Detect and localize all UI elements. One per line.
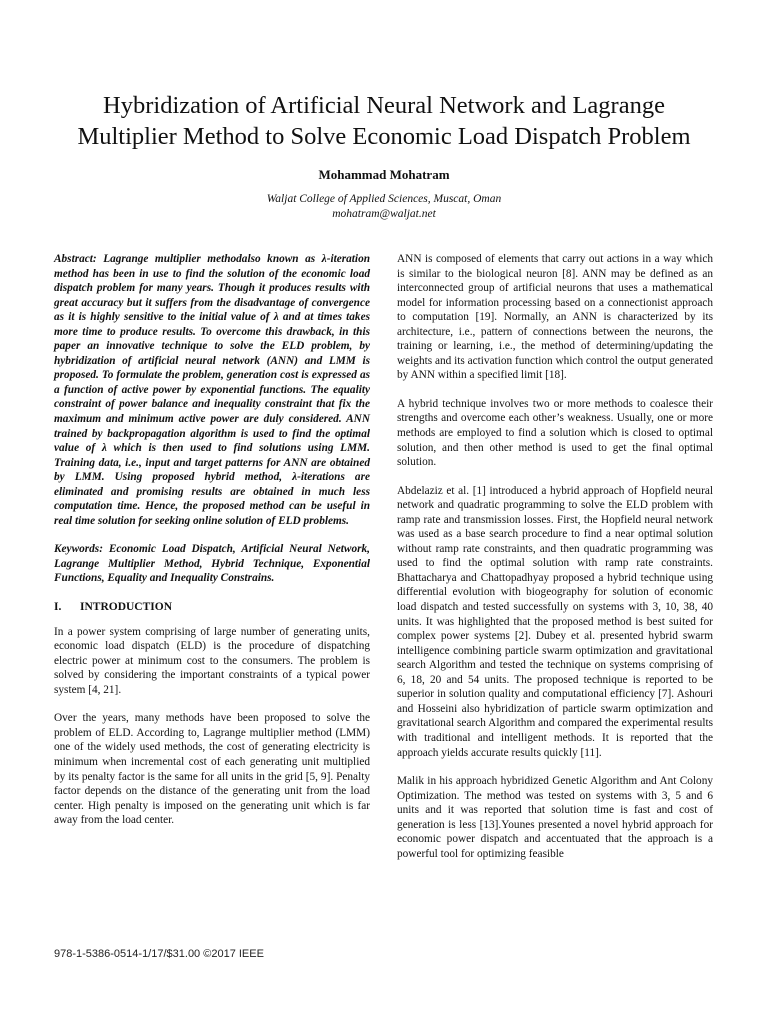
left-column: [54, 252, 370, 842]
keywords: Keywords: Economic Load Dispatch, Artificial Neural Network, Lagrange Multiplier Method, Hybrid Technique, Exponential Functions, Equality and Inequality Constrains.: [54, 543, 370, 585]
affiliation-block: [0, 192, 768, 222]
hybrid-paragraph: A hybrid technique involves two or more methods to coalesce their strengths and overcome each other’s weakness. Usually, one or more methods are employed to find a solution which is closed to optimal solution, and then other method is used to get the final optimal solution.: [397, 397, 713, 469]
intro-paragraph-1: In a power system comprising of large number of generating units, economic load dispatch (ELD) is the procedure of dispatching electric power at minimum cost to the consumers. The problem is solved by considering the important constraints of a typical power system [4, 21].: [54, 625, 370, 696]
section-title: INTRODUCTION: [80, 601, 173, 614]
right-column: [397, 252, 713, 875]
literature-paragraph-2: Malik in his approach hybridized Genetic Algorithm and Ant Colony Optimization. The method was tested on systems with 3, 5 and 6 units and it was reported that solution time is fast and cost of generation is less [13].Younes presented a novel hybrid approach for economic power dispatch and accentuated that the approach is a powerful tool for optimizing feasible: [397, 775, 713, 860]
copyright-footer: 978-1-5386-0514-1/17/$31.00 ©2017 IEEE: [54, 948, 264, 960]
intro-paragraph-2: Over the years, many methods have been proposed to solve the problem of ELD. According to, Lagrange multiplier method (LMM) one of the widely used methods, the cost of generating electricity is minimum when incremental cost of each generating unit multiplied by its penalty factor is the same for all units in the grid [5, 9]. Penalty factor depends on the distance of the generating unit from the load center. High penalty is imposed on the generating unit which is far away from the load center.: [54, 712, 370, 827]
title-line-1: Hybridization of Artificial Neural Network and Lagrange: [103, 92, 665, 119]
ann-paragraph: ANN is composed of elements that carry out actions in a way which is similar to the biological neuron [8]. ANN may be defined as an interconnected group of artificial neurons that uses a mathematical model for information processing based on a connectionist approach to computation [19]. Normally, an ANN is characterized by its architecture, i.e., pattern of connections between the neurons, the training or learning, i.e., the method of determining/updating the weights and its activation function which control the output generated by ANN within a specified limit [18].: [397, 253, 713, 382]
author-email: mohatram@waljat.net: [332, 208, 436, 220]
abstract: Abstract: Lagrange multiplier methodalso known as λ-iteration method has been in use to find the solution of the economic load dispatch problem for many years. Though it produces results with great accuracy but it suffers from the disadvantage of convergence as it is highly sensitive to the initial value of λ and at times takes more time to produce results. To overcome this drawback, in this paper an innovative technique to solve the ELD problem, by hybridization of artificial neural network (ANN) and LMM is proposed. To formulate the problem, generation cost is expressed as a function of active power by exponential functions. The equality constraint of power balance and inequality constraint that fix the maximum and minimum active power are duly considered. ANN trained by backpropagation algorithm is used to find the optimal value of λ which is then used to find solutions using LMM. Training data, i.e., input and target patterns for ANN are obtained by LMM. Using proposed hybrid method, λ-iterations are eliminated and promising results are obtained in much less computation time. Hence, the proposed method can be useful in real time solution for seeking online solution of ELD problems.: [54, 253, 370, 527]
author-name: Mohammad Mohatram: [318, 167, 450, 182]
paper-title: [40, 90, 728, 152]
literature-paragraph-1: Abdelaziz et al. [1] introduced a hybrid approach of Hopfield neural network and quadratic programming to solve the ELD problem with ramp rate and transmission losses. First, the Hopfield neural network was used as a base search procedure to find a near optimal solution without ramp rate constraints, and then quadratic programming was used to find the optimal solution with ramp rate constraints. Bhattacharya and Chattopadhyay proposed a hybrid technique using differential evolution with biogeography for solution of economic load dispatch and tested successfully on systems with 3, 10, 38, 40 units. It was highlighted that the proposed method is best suited for complex power systems [2]. Dubey et al. presented hybrid swarm intelligence combining particle swarm optimization and gravitational search Algorithm and tested the technique on systems comprising of 6, 18, 20 and 54 units. The proposed technique is reported to be superior in solution quality and computational efficiency [7]. Ashouri and Hosseini also hybridization of particle swarm optimization and gravitational search Algorithm and compared the experimental results with traditional and intelligent methods. It is reported that the approach yields accurate results quickly [11].: [397, 484, 713, 759]
title-line-2: Multiplier Method to Solve Economic Load Dispatch Problem: [77, 123, 691, 150]
affiliation: Waljat College of Applied Sciences, Muscat, Oman: [266, 193, 502, 205]
section-number: I.: [54, 601, 62, 614]
section-heading: [54, 600, 370, 615]
